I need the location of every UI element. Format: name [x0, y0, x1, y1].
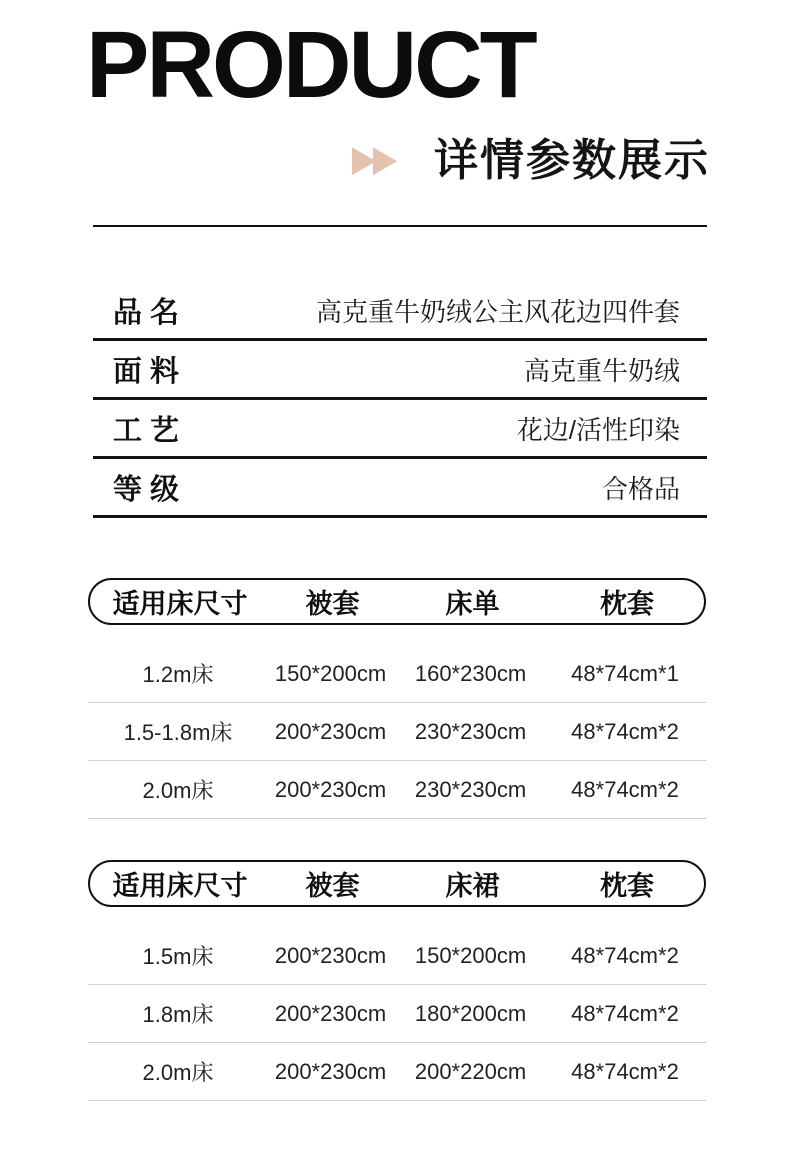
table-row: [88, 703, 706, 761]
cell-pillowcase: 48*74cm*2: [571, 1000, 679, 1026]
column-header: 被套: [305, 871, 360, 901]
cell-bed-size: 1.8m床: [142, 1002, 214, 1027]
column-header: 被套: [305, 589, 360, 619]
table-row: [88, 985, 706, 1043]
size-table-header: [88, 578, 706, 625]
spec-row-fabric: [93, 341, 707, 400]
subtitle-row: [352, 137, 710, 185]
spec-row-craft: [93, 400, 707, 459]
section-subtitle: 详情参数展示: [434, 136, 710, 185]
spec-value: 合格品: [601, 473, 680, 504]
cell-bed-skirt: 200*220cm: [414, 1058, 527, 1084]
page-title: PRODUCT: [86, 12, 535, 118]
cell-pillowcase: 48*74cm*2: [571, 942, 679, 968]
table-row: [88, 761, 706, 819]
size-table-body: [88, 645, 706, 819]
table-row: [88, 1043, 706, 1101]
cell-duvet-cover: 200*230cm: [274, 776, 387, 802]
double-arrow-icon: [352, 147, 397, 175]
cell-pillowcase: 48*74cm*1: [571, 660, 679, 686]
cell-bed-size: 1.2m床: [142, 662, 214, 687]
column-header: 床单: [445, 589, 500, 619]
cell-pillowcase: 48*74cm*2: [571, 718, 679, 744]
cell-bed-size: 1.5-1.8m床: [123, 720, 233, 745]
spec-row-grade: [93, 459, 707, 518]
cell-duvet-cover: 200*230cm: [274, 942, 387, 968]
cell-duvet-cover: 150*200cm: [274, 660, 387, 686]
spec-value: 高克重牛奶绒: [523, 355, 680, 386]
header-divider: [93, 225, 707, 227]
cell-bed-sheet: 230*230cm: [414, 776, 527, 802]
spec-label: 品 名: [113, 296, 180, 329]
column-header: 床裙: [445, 871, 500, 901]
column-header: 适用床尺寸: [112, 871, 248, 901]
spec-table: [93, 282, 707, 518]
size-table-header: [88, 860, 706, 907]
column-header: 枕套: [600, 589, 654, 619]
spec-value: 花边/活性印染: [516, 414, 680, 445]
cell-bed-size: 2.0m床: [142, 1060, 214, 1085]
cell-bed-size: 2.0m床: [142, 778, 214, 803]
spec-value: 高克重牛奶绒公主风花边四件套: [315, 296, 680, 327]
table-row: [88, 645, 706, 703]
cell-duvet-cover: 200*230cm: [274, 1000, 387, 1026]
arrow-triangle-icon: [352, 147, 376, 175]
spec-row-name: [93, 282, 707, 341]
arrow-triangle-icon: [373, 147, 397, 175]
cell-bed-skirt: 150*200cm: [414, 942, 527, 968]
cell-bed-sheet: 230*230cm: [414, 718, 527, 744]
column-header: 适用床尺寸: [112, 589, 248, 619]
spec-label: 工 艺: [113, 414, 180, 447]
cell-bed-sheet: 160*230cm: [414, 660, 527, 686]
size-table-sheet: [88, 578, 706, 819]
cell-pillowcase: 48*74cm*2: [571, 1058, 679, 1084]
cell-pillowcase: 48*74cm*2: [571, 776, 679, 802]
cell-bed-skirt: 180*200cm: [414, 1000, 527, 1026]
size-table-skirt: [88, 860, 706, 1101]
table-row: [88, 927, 706, 985]
size-table-body: [88, 927, 706, 1101]
cell-bed-size: 1.5m床: [142, 944, 214, 969]
spec-label: 面 料: [113, 355, 180, 388]
column-header: 枕套: [600, 871, 654, 901]
spec-label: 等 级: [113, 473, 180, 506]
cell-duvet-cover: 200*230cm: [274, 1058, 387, 1084]
cell-duvet-cover: 200*230cm: [274, 718, 387, 744]
